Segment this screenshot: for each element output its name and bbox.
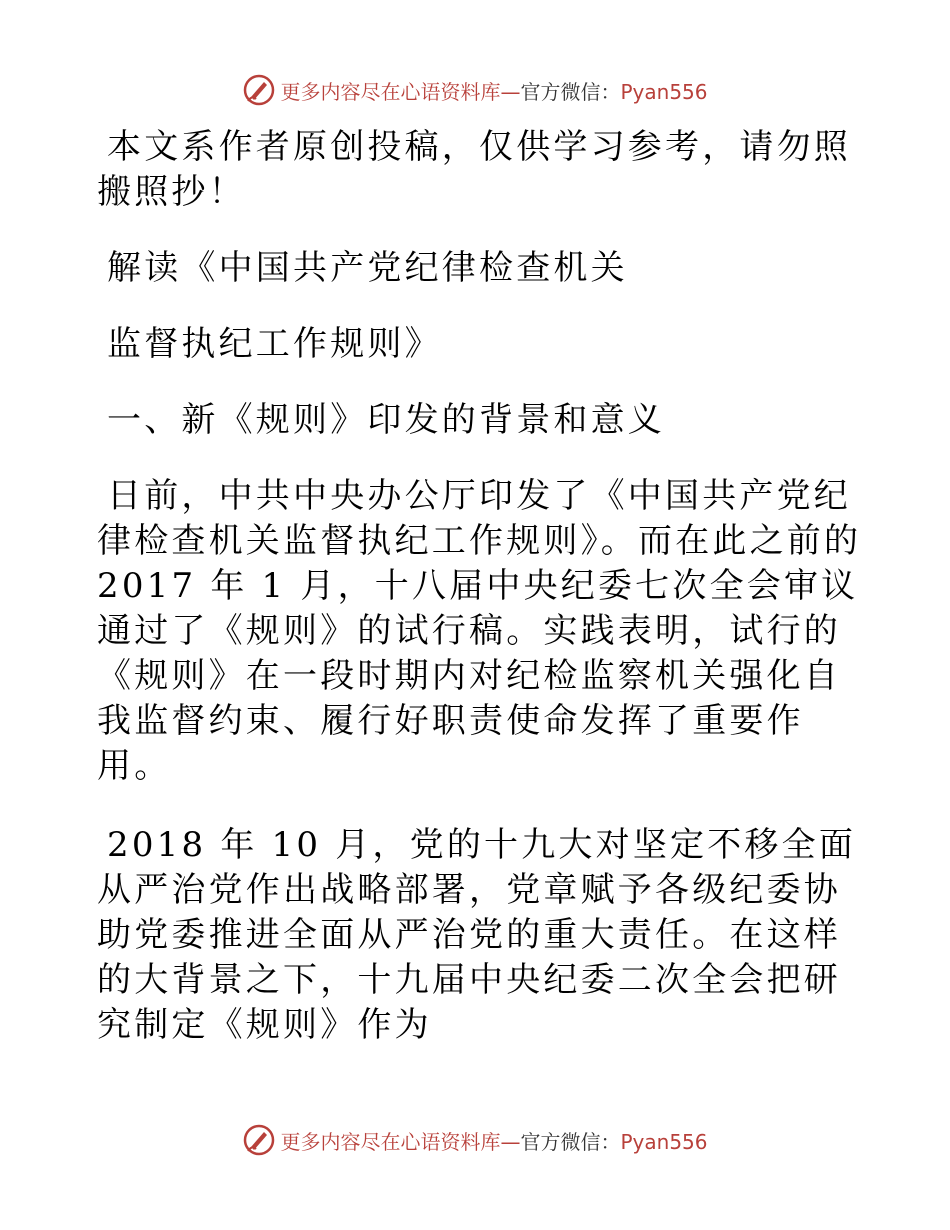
watermark-main: 更多内容尽在心语资料库 xyxy=(280,79,501,104)
watermark-id: Pyan556 xyxy=(620,79,708,104)
watermark-text xyxy=(280,76,707,105)
watermark-footer xyxy=(0,1120,950,1160)
watermark-main: 更多内容尽在心语资料库 xyxy=(280,1129,501,1154)
document-body xyxy=(97,125,867,1082)
body-paragraph: 日前，中共中央办公厅印发了《中国共产党纪律检查机关监督执纪工作规则》。而在此之前的 2017 年 1 月，十八届中央纪委七次全会审议通过了《规则》的试行稿。实践表明，试行的《规则》在一段时期内对纪检监察机关强化自我监督约束、履行好职责使命发挥了重要作用。 xyxy=(97,476,862,786)
watermark-dash: — xyxy=(500,79,521,104)
document-title-line-2: 监督执纪工作规则》 xyxy=(107,324,442,364)
watermark-header xyxy=(0,70,950,110)
body-paragraph: 2018 年 10 月，党的十九大对坚定不移全面从严治党作出战略部署，党章赋予各级纪委协助党委推进全面从严治党的重大责任。在这样的大背景之下，十九届中央纪委二次全会把研究制定《规则》作为 xyxy=(97,825,857,1045)
section-heading: 一、新《规则》印发的背景和意义 xyxy=(107,400,665,440)
watermark-id: Pyan556 xyxy=(620,1129,708,1154)
watermark-text xyxy=(280,1126,707,1155)
seal-logo-icon xyxy=(242,73,276,107)
copyright-notice: 本文系作者原创投稿，仅供学习参考，请勿照搬照抄！ xyxy=(97,127,851,212)
document-title-line-1: 解读《中国共产党纪律检查机关 xyxy=(107,248,628,288)
seal-logo-icon xyxy=(242,1123,276,1157)
watermark-dash: — xyxy=(500,1129,521,1154)
watermark-label: 官方微信： xyxy=(520,79,621,104)
watermark-label: 官方微信： xyxy=(520,1129,621,1154)
